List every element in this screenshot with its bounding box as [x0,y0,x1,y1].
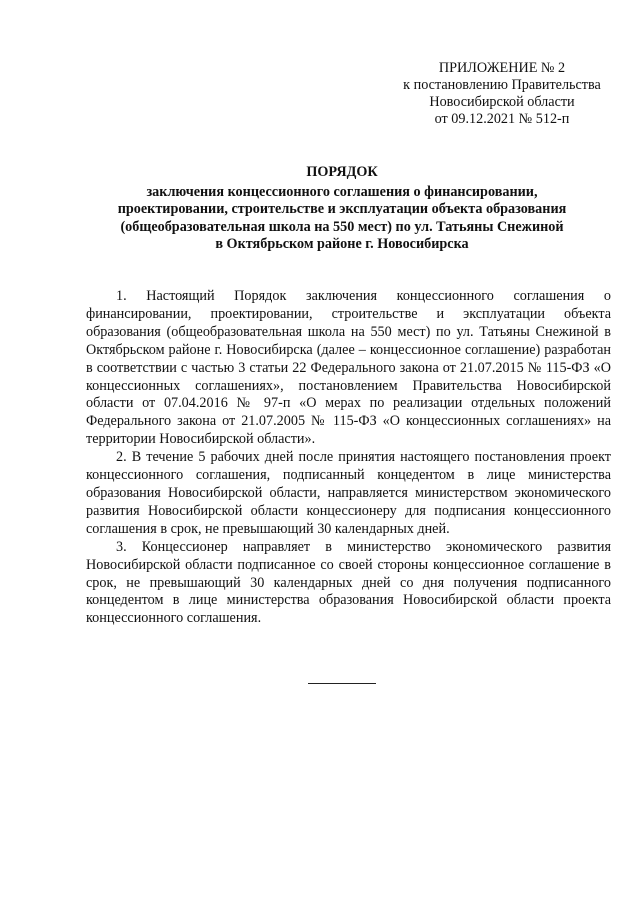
document-title [86,164,598,254]
appendix-header [380,60,624,128]
title-main: ПОРЯДОК [306,164,378,180]
paragraph-2: 2. В течение 5 рабочих дней после принятия настоящего постановления проект концессионного соглашения, подписанный концедентом в лице министерства образования Новосибирской области, направляется министерством экономического развития Новосибирской области концессионеру для подписания концессионного соглашения в срок, не превышающий 30 календарных дней. [86,449,611,537]
appendix-number: ПРИЛОЖЕНИЕ № 2 [438,60,566,76]
appendix-region: Новосибирской области [429,94,575,110]
closing-divider [308,683,376,684]
title-line: (общеобразовательная школа на 550 мест) по ул. Татьяны Снежиной [120,218,564,235]
paragraph-1: 1. Настоящий Порядок заключения концессионного соглашения о финансировании, проектировании, строительстве и эксплуатации объекта образования (общеобразовательная школа на 550 мест) по ул. Татьяны Снежиной в Октябрьском районе г. Новосибирска (далее – концессионное соглашение) разработан в соответствии с частью 3 статьи 22 Федерального закона от 21.07.2015 № 115-ФЗ «О концессионных соглашениях», постановлением Правительства Новосибирской области от 07.04.2016 № 97-п «О мерах по реализации отдельных положений Федерального закона от 21.07.2005 № 115-ФЗ «О концессионных соглашениях» на территории Новосибирской области». [86,288,611,448]
paragraph-3: 3. Концессионер направляет в министерство экономического развития Новосибирской области подписанное со своей стороны концессионное соглашение в срок, не превышающий 30 календарных дней со дня получения подписанного концедентом в лице министерства образования Новосибирской области проекта концессионного соглашения. [86,538,611,627]
title-line: в Октябрьском районе г. Новосибирска [215,236,469,252]
appendix-date: от 09.12.2021 № 512-п [434,111,570,127]
title-line: заключения концессионного соглашения о финансировании, [146,183,538,200]
appendix-reference: к постановлению Правительства [403,77,601,93]
document-body [86,288,611,628]
title-line: проектировании, строительстве и эксплуатации объекта образования [117,201,567,217]
